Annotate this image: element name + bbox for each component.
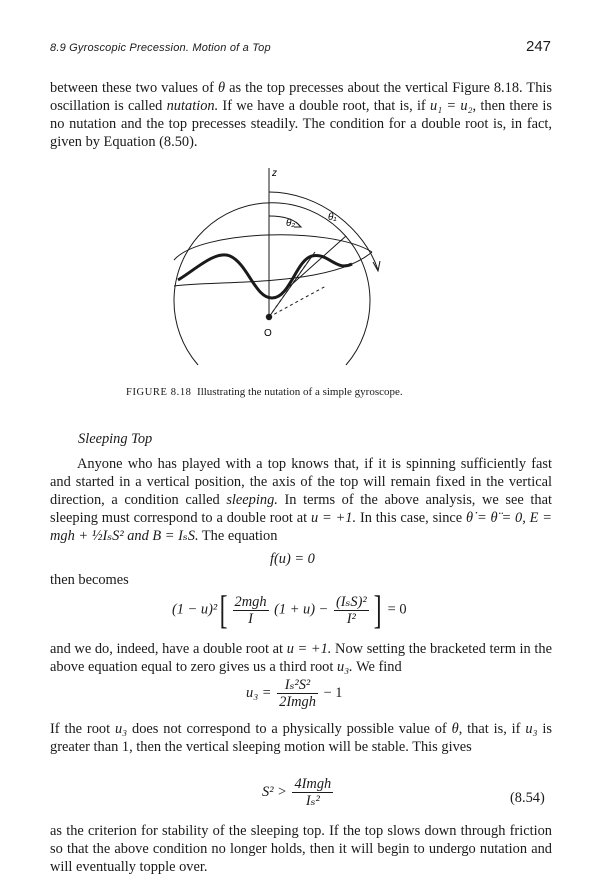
then-becomes-text: then becomes — [50, 572, 129, 588]
paragraph-criterion: as the criterion for stability of the sleeping top. If the top slows down through friction so that the above condition no longer holds, then it will begin to undergo nutation and will eventually topple over. — [50, 823, 552, 875]
theta1-ray — [290, 236, 346, 286]
paragraph-sleeping-top: Anyone who has played with a top knows that, if it is spinning sufficiently fast and started in a vertical position, the axis of the top will remain fixed in the vertical direction, a condition called sleeping. In terms of the above analysis, we see that sleeping must correspond to a double root at u = +1. In this case, since θ̇ = θ̈ = 0, E = mgh + ½IₛS² and B = IₛS. The equation — [50, 456, 552, 544]
equation-fu: f(u) = 0 — [270, 551, 315, 567]
equation-stability: S² > $\frac{\text{4Imgh}}{\text{Iₛ²}}$ — [262, 776, 332, 809]
lower-latitude-curve — [174, 252, 372, 286]
equation-number: (8.54) — [510, 790, 545, 806]
section-title: Sleeping Top — [78, 431, 153, 447]
figure-caption-text: Illustrating the nutation of a simple gyroscope. — [197, 386, 403, 398]
z-label: z — [272, 168, 277, 179]
figure-nutation-diagram — [160, 160, 400, 380]
figure-caption-label: FIGURE 8.18 — [126, 387, 192, 398]
nutation-path — [178, 255, 352, 298]
paragraph-nutation: between these two values of θ as the top precesses about the vertical Figure 8.18. This oscillation is called nutation. If we have a double root, that is, if u₁ = u₂, then there is no nutation and the top precesses steadily. The condition for a double root is, in fact, given by Equation (8.50). — [50, 80, 552, 150]
equation-bracketed: (1 − u)²[ $\frac{\text{2mgh}}{I}$ (1 + u) − $\frac{\text{(IₛS)²}}{\text{I²}}$ ] = 0 — [172, 587, 407, 632]
theta1-label: θ₁ — [328, 212, 337, 223]
outer-cone-line — [269, 286, 326, 317]
theta2-label: θ₂ — [286, 218, 296, 229]
figure-caption — [126, 386, 403, 398]
paragraph-third-root: and we do, indeed, have a double root at u = +1. Now setting the bracketed term in the above equation equal to zero gives us a third root u₃. We find — [50, 641, 552, 675]
origin-label: O — [264, 328, 272, 339]
upper-latitude-curve — [174, 235, 372, 260]
origin-point — [266, 314, 272, 320]
page-number: 247 — [526, 38, 552, 55]
theta2-arc — [269, 216, 300, 226]
equation-u3: u₃ = $\frac{\text{Iₛ²S²}}{\text{2Imgh}}$ − 1 — [246, 677, 343, 710]
paragraph-stability: If the root u₃ does not correspond to a physically possible value of θ, that is, if u₃ is greater than 1, then the vertical sleeping motion will be stable. This gives — [50, 721, 552, 755]
running-header-section: 8.9 Gyroscopic Precession. Motion of a Top — [50, 42, 271, 54]
